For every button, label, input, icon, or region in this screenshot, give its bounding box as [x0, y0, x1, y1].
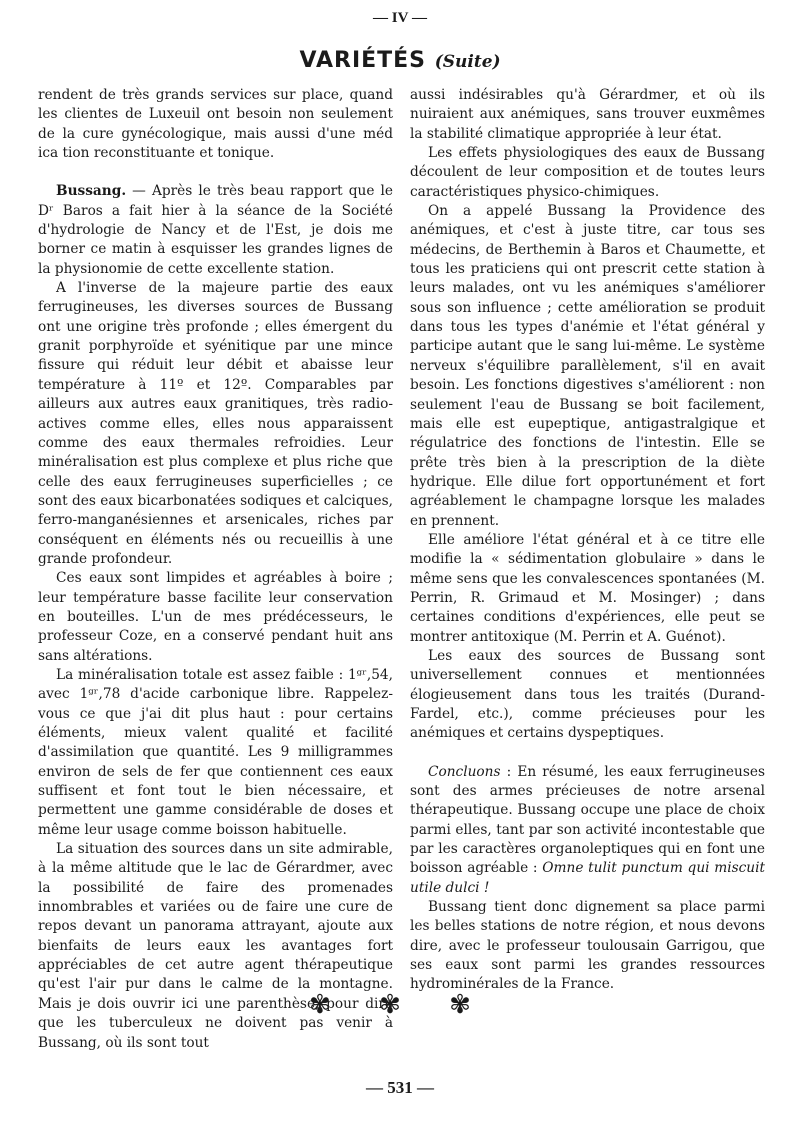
left-paragraph-3: A l'inverse de la majeure partie des eaux ferrugineuses, les diverses sources de Bussang ont une origine très profonde ; elles émergent du granit porphyroïde et syénitique par une mince fissure qui réduit leur débit et abaisse leur température à 11º et 12º. Comparables par ailleurs aux autres eaux granitiques, très radio-actives comme elles, elles nous apparaissent comme des eaux thermales refroidies. Leur minéralisation est plus complexe et plus riche que celle des eaux ferrugineuses superficielles ; ce sont des eaux bicarbonatées sodiques et calciques, ferro-manganésiennes et arsenicales, riches par conséquent en éléments nés ou recueillis à une grande profondeur. [38, 280, 393, 567]
right-column [410, 86, 765, 995]
left-paragraph-1: rendent de très grands services sur place, quand les clientes de Luxeuil ont besoin non seulement de la cure gynécologique, mais aussi d'une méd ica tion reconstituante et tonique. [38, 87, 393, 162]
concluons-lead: Concluons [428, 763, 501, 780]
right-paragraph-6 [410, 763, 765, 898]
right-paragraph-3: On a appelé Bussang la Providence des anémiques, et c'est à juste titre, car tous ses médecins, de Berthemin à Baros et Chaumette, et tous les praticiens qui ont prescrit cette station à leurs malades, ont vu les anémiques s'améliorer sous son influence ; cette amélioration se produit dans tous les types d'anémie et l'état général y participe autant que le sang lui-même. Le système nerveux s'équilibre parallèlement, s'il en avait besoin. Les fonctions digestives s'améliorent : non seulement l'eau de Bussang se boit facilement, mais elle est eupeptique, antigastralgique et régulatrice des fonctions de l'intestin. Elle se prête très bien à la prescription de la diète hydrique. Elle dilue fort opportunément et fort agréablement le champagne lorsque les malades en prennent. [410, 203, 765, 529]
ornament-stars-icon: ✾ ✾ ✾ [309, 990, 491, 1020]
right-paragraph-2: Les effets physiologiques des eaux de Bussang découlent de leur composition et de toutes leurs caractéristiques physico-chimiques. [410, 145, 765, 200]
running-page-label: — IV — [373, 10, 427, 26]
latin-quote: Omne tulit punctum qui miscuit utile dulci ! [410, 860, 765, 896]
left-column [38, 86, 393, 1053]
left-paragraph-2-text: — Après le très beau rapport que le Dʳ Baros a fait hier à la séance de la Société d'hydrologie de Nancy et de l'Est, je dois me borner ce matin à esquisser les grandes lignes de la physionomie de cette excellente station. [38, 183, 393, 277]
left-paragraph-6: La situation des sources dans un site admirable, à la même altitude que le lac de Gérardmer, avec la possibilité de faire des promenades innombrables et variées ou de faire une cure de repos devant un panorama attrayant, ajoute aux bienfaits de leurs eaux les avantages fort appréciables de cet autre agent thérapeutique qu'est l'air pur dans le calme de la montagne. Mais je dois ouvrir ici une parenthèse, pour dire que les tuberculeux ne doivent pas venir à Bussang, où ils sont tout [38, 841, 393, 1051]
section-title-main: VARIÉTÉS [299, 48, 427, 73]
left-paragraph-5: La minéralisation totale est assez faible : 1ᵍʳ,54, avec 1ᵍʳ,78 d'acide carbonique libre. Rappelez-vous ce que j'ai dit plus haut : pour certains éléments, mieux valent qualité et facilité d'assimilation que quantité. Les 9 milligrammes environ de sels de fer que contiennent ces eaux suffisent et font tout le bien nécessaire, et permettent une gamme considérable de doses et même leur usage comme boisson habituelle. [38, 666, 393, 838]
right-paragraph-1: aussi indésirables qu'à Gérardmer, et où ils nuiraient aux anémiques, sans trouver euxmêmes la stabilité climatique appropriée à leur état. [410, 87, 765, 142]
page-number: — 531 — [366, 1078, 434, 1097]
right-paragraph-6-text: : En résumé, les eaux ferrugineuses sont des armes précieuses de notre arsenal thérapeutique. Bussang occupe une place de choix parmi elles, tant par son activité incontestable que par les caractères organoleptiques qui en font une boisson agréable : [410, 763, 765, 877]
bussang-heading: Bussang. [56, 183, 127, 200]
right-paragraph-7: Bussang tient donc dignement sa place parmi les belles stations de notre région, et nous devons dire, avec le professeur toulousain Garrigou, que ses eaux sont parmi les grandes ressources hydrominérales de la France. [410, 899, 765, 993]
right-paragraph-5: Les eaux des sources de Bussang sont universellement connues et mentionnées élogieusement dans tous les traités (Durand-Fardel, etc.), comme précieuses pour les anémiques et certains dyspeptiques. [410, 647, 765, 742]
left-paragraph-2 [38, 182, 393, 279]
section-title [0, 48, 800, 73]
section-title-suffix: (Suite) [434, 52, 501, 72]
right-paragraph-4: Elle améliore l'état général et à ce titre elle modifie la « sédimentation globulaire » dans le même sens que les convalescences spontanées (M. Perrin, R. Grimaud et M. Mosinger) ; dans certaines conditions d'expériences, elle peut se montrer antitoxique (M. Perrin et A. Guénot). [410, 531, 765, 645]
left-paragraph-4: Ces eaux sont limpides et agréables à boire ; leur température basse facilite leur conservation en bouteilles. L'un de mes prédécesseurs, le professeur Coze, en a conservé pendant huit ans sans altérations. [38, 570, 393, 664]
